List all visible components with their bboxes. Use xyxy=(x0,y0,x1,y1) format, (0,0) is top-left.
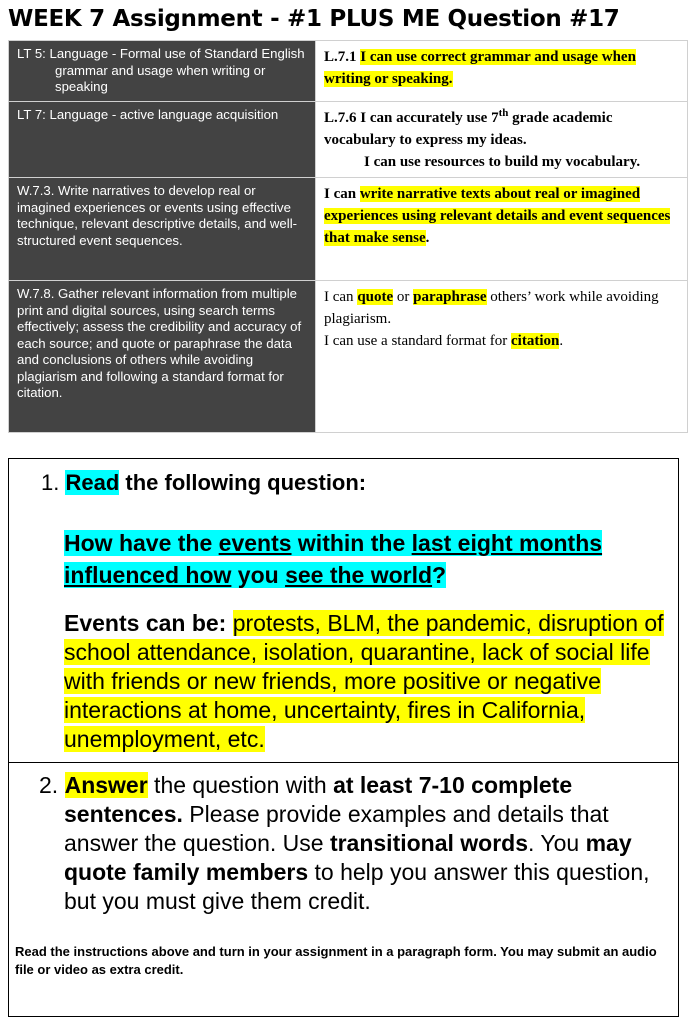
task-text: . You xyxy=(528,830,586,856)
highlighted-text: write narrative texts about real or imagined experiences using relevant details and event sequences that make sense xyxy=(324,186,671,246)
question-text xyxy=(64,527,664,591)
task-bold: may quote family members xyxy=(64,830,632,885)
task-text: the question with xyxy=(147,772,334,798)
task-1-box xyxy=(8,458,679,763)
question-underlined: see the world xyxy=(285,562,433,588)
table-row xyxy=(9,178,688,281)
standard-code: L.7.6 xyxy=(324,110,357,126)
learning-target-cell xyxy=(316,102,688,178)
task-text: Please provide examples and details that answer the question. Use xyxy=(64,801,609,856)
standard-code: L.7.1 xyxy=(324,49,357,65)
learning-target-cell xyxy=(316,41,688,102)
answer-keyword: Answer xyxy=(64,772,148,798)
standard-cell: LT 7: Language - active language acquisition xyxy=(9,102,316,178)
task-text: to help you answer this question, but you must give them credit. xyxy=(64,859,650,914)
learning-target-text: I can accurately use 7 xyxy=(360,110,499,126)
question-underlined: events xyxy=(218,530,292,556)
standards-table xyxy=(8,40,688,433)
events-label: Events can be: xyxy=(64,610,227,636)
events-list xyxy=(64,609,674,754)
learning-target-text: I can use a standard format for xyxy=(324,333,512,349)
standard-cell: LT 5: Language - Formal use of Standard English grammar and usage when writing or speaking xyxy=(9,41,316,102)
list-number: 2. xyxy=(39,772,59,798)
learning-target-text: . xyxy=(425,230,430,246)
instructions-text: Read the instructions above and turn in your assignment in a paragraph form. You may submit an audio file or video as extra credit. xyxy=(15,944,657,977)
highlighted-word: citation xyxy=(511,333,560,349)
learning-target-text: or xyxy=(393,289,414,305)
question-part: How have the xyxy=(64,530,219,556)
learning-target-text: others’ work while avoiding plagiarism. xyxy=(324,289,659,327)
read-keyword: Read xyxy=(65,470,120,495)
standard-cell: W.7.8. Gather relevant information from multiple print and digital sources, using search terms effectively; assess the credibility and accuracy of each source; and quote or paraphrase the data and conclusions of others while avoiding plagiarism and following a standard format for citation. xyxy=(9,281,316,433)
learning-target-text: . xyxy=(559,333,564,349)
task-bold: transitional words xyxy=(329,830,529,856)
learning-target-text: I can xyxy=(324,289,358,305)
table-row xyxy=(9,41,688,102)
list-number: 1. xyxy=(41,470,60,495)
learning-target-text: grade academic vocabulary to express my ideas. xyxy=(324,110,613,148)
superscript: th xyxy=(498,107,509,119)
task-bold: at least 7-10 complete sentences. xyxy=(64,772,573,827)
table-row xyxy=(9,102,688,178)
task-2-text xyxy=(39,771,679,916)
task-text: the following question: xyxy=(119,470,367,495)
learning-target-cell xyxy=(316,281,688,433)
question-underlined: influenced how xyxy=(64,562,232,588)
highlighted-word: quote xyxy=(357,289,394,305)
learning-target-text: I can use correct grammar and usage when writing or speaking. xyxy=(324,49,636,87)
highlighted-word: paraphrase xyxy=(413,289,487,305)
task-2-box xyxy=(8,762,679,1017)
table-row xyxy=(9,281,688,433)
task-1-heading xyxy=(41,469,366,497)
standard-cell: W.7.3. Write narratives to develop real or imagined experiences or events using effective technique, relevant descriptive details, and well-structured event sequences. xyxy=(9,178,316,281)
page-title: WEEK 7 Assignment - #1 PLUS ME Question #17 xyxy=(8,6,620,32)
question-part: you xyxy=(231,562,286,588)
question-underlined: last eight months xyxy=(411,530,603,556)
events-items: protests, BLM, the pandemic, disruption of school attendance, isolation, quarantine, lack of social life with friends or new friends, more positive or negative interactions at home, uncertainty, fires in California, unemployment, etc. xyxy=(64,610,664,752)
question-highlight xyxy=(64,530,602,588)
learning-target-cell xyxy=(316,178,688,281)
learning-target-text: I can use resources to build my vocabulary. xyxy=(364,154,641,170)
question-part: within the xyxy=(291,530,412,556)
learning-target-text: I can xyxy=(324,186,360,202)
question-part: ? xyxy=(432,562,447,588)
